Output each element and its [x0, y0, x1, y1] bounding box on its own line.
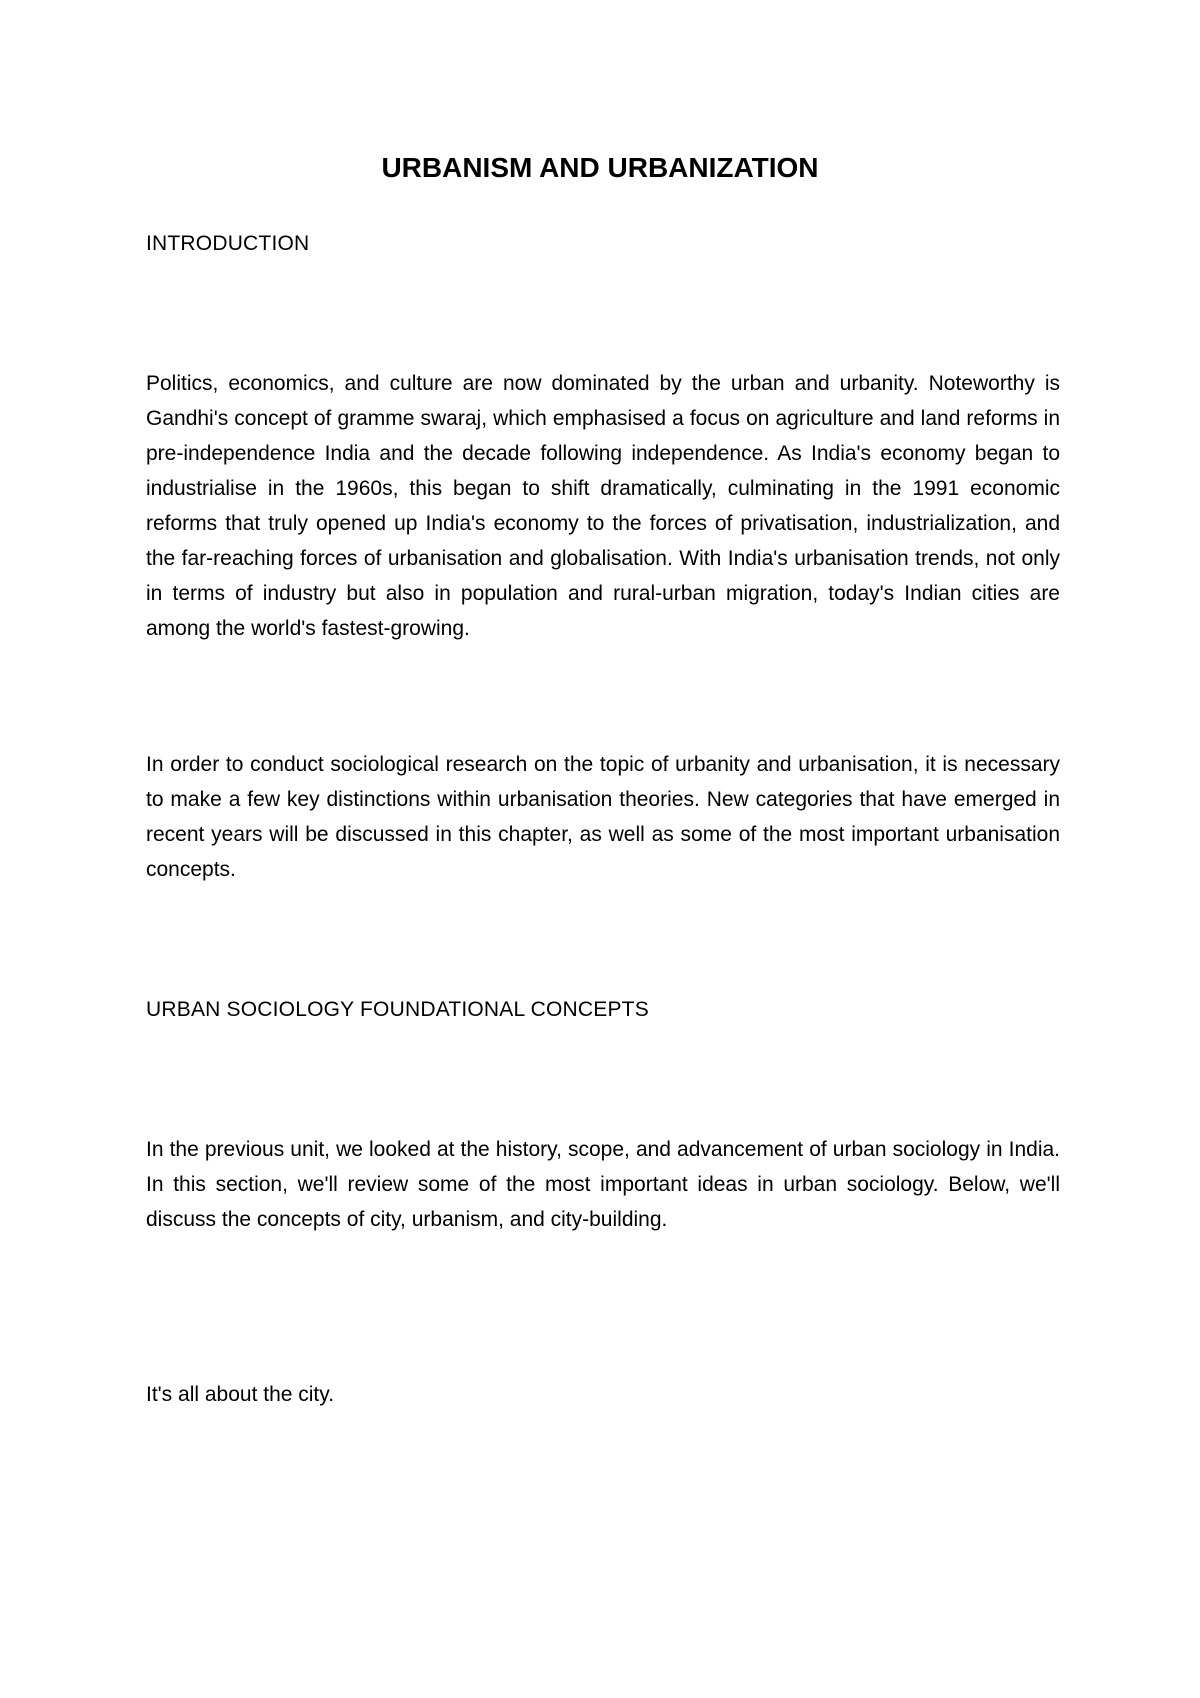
section-heading-foundational-concepts: URBAN SOCIOLOGY FOUNDATIONAL CONCEPTS [146, 998, 649, 1021]
paragraph: Politics, economics, and culture are now dominated by the urban and urbanity. Noteworthy is Gandhi's concept of gramme swaraj, which emphasised a focus on agriculture and land reforms in pre-independence India and the decade following independence. As India's economy began to industrialise in the 1960s, this began to shift dramatically, culminating in the 1991 economic reforms that truly opened up India's economy to the forces of privatisation, industrialization, and the far-reaching forces of urbanisation and globalisation. With India's urbanisation trends, not only in terms of industry but also in population and rural-urban migration, today's Indian cities are among the world's fastest-growing. [146, 372, 1060, 640]
paragraph: It's all about the city. [146, 1383, 335, 1406]
paragraph: In order to conduct sociological research on the topic of urbanity and urbanisation, it is necessary to make a few key distinctions within urbanisation theories. New categories that have emerged in recent years will be discussed in this chapter, as well as some of the most important urbanisation concepts. [146, 753, 1060, 881]
document-title: URBANISM AND URBANIZATION [381, 152, 819, 183]
section-heading-introduction: INTRODUCTION [146, 232, 310, 255]
paragraph: In the previous unit, we looked at the history, scope, and advancement of urban sociology in India. In this section, we'll review some of the most important ideas in urban sociology. Below, we'll discuss the concepts of city, urbanism, and city-building. [146, 1138, 1060, 1231]
